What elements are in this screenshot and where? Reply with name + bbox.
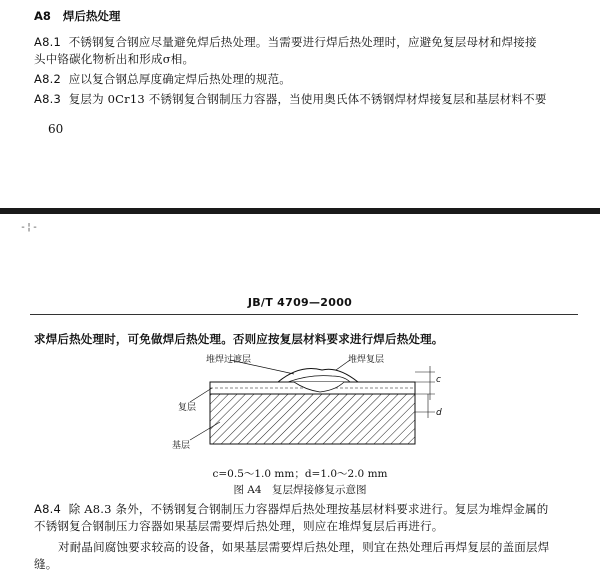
page-header: JB/T 4709—2000 xyxy=(247,296,353,309)
continuation-text: 求焊后热处理时，可免做焊后热处理。否则应按复层材料要求进行焊后热处理。 xyxy=(34,332,444,346)
clause-a8-1 xyxy=(34,35,537,49)
label-overlay-layer: 堆焊复层 xyxy=(348,355,385,365)
crop-mark-icon: -¦- xyxy=(20,222,39,233)
clause-number: A8.2 xyxy=(34,72,61,86)
clause-text-line: 应以复合钢总厚度确定焊后热处理的规范。 xyxy=(68,72,291,86)
clause-text-line: 不锈钢复合钢制压力容器如果基层需要焊后热处理，则应在堆焊复层后再进行。 xyxy=(34,519,444,533)
weld-repair-figure xyxy=(160,352,450,462)
clause-text-line: 缝。 xyxy=(34,557,58,571)
final-paragraph-cont xyxy=(34,557,57,571)
clause-number: A8.3 xyxy=(34,92,61,106)
clause-number: A8.1 xyxy=(34,35,61,49)
clause-a8-4-cont xyxy=(34,519,444,533)
clause-text-line: 对耐晶间腐蚀要求较高的设备，如果基层需要焊后热处理，则宜在热处理后再焊复层的盖面层焊 xyxy=(58,540,550,554)
label-cladding: 复层 xyxy=(178,403,197,413)
clause-a8-1-cont xyxy=(34,52,194,66)
section-heading xyxy=(34,8,120,24)
clause-text-line: 复层为 0Cr13 不锈钢复合钢制压力容器，当使用奥氏体不锈钢焊材焊接复层和基层材料不要 xyxy=(68,92,547,106)
page-separator xyxy=(0,208,600,214)
clause-text-line: 除 A8.3 条外，不锈钢复合钢制压力容器焊后热处理按基层材料要求进行。复层为堆焊金属的 xyxy=(68,502,549,516)
clause-number: A8.4 xyxy=(34,502,61,516)
dim-d-label: d xyxy=(436,408,442,418)
figure-formula: c=0.5～1.0 mm；d=1.0～2.0 mm xyxy=(212,468,388,480)
page-number: 60 xyxy=(48,122,64,136)
base-layer xyxy=(210,394,415,444)
section-title: 焊后热处理 xyxy=(62,9,121,23)
clause-a8-4 xyxy=(34,502,548,516)
final-paragraph xyxy=(58,540,549,554)
header-rule xyxy=(30,314,578,315)
weld-overlay xyxy=(278,369,358,383)
figure-caption: 图 A4 复层焊接修复示意图 xyxy=(233,484,367,496)
label-base: 基层 xyxy=(172,441,191,451)
clause-text-line: 头中铬碳化物析出和形成σ相。 xyxy=(34,52,195,66)
clause-text-line: 不锈钢复合钢应尽量避免焊后热处理。当需要进行焊后热处理时，应避免复层母材和焊接接 xyxy=(68,35,537,49)
clause-a8-2 xyxy=(34,72,291,86)
clause-a8-3 xyxy=(34,92,547,106)
label-transition-layer: 堆焊过渡层 xyxy=(206,355,252,365)
section-number: A8 xyxy=(34,9,51,23)
dim-c-label: c xyxy=(436,375,441,385)
